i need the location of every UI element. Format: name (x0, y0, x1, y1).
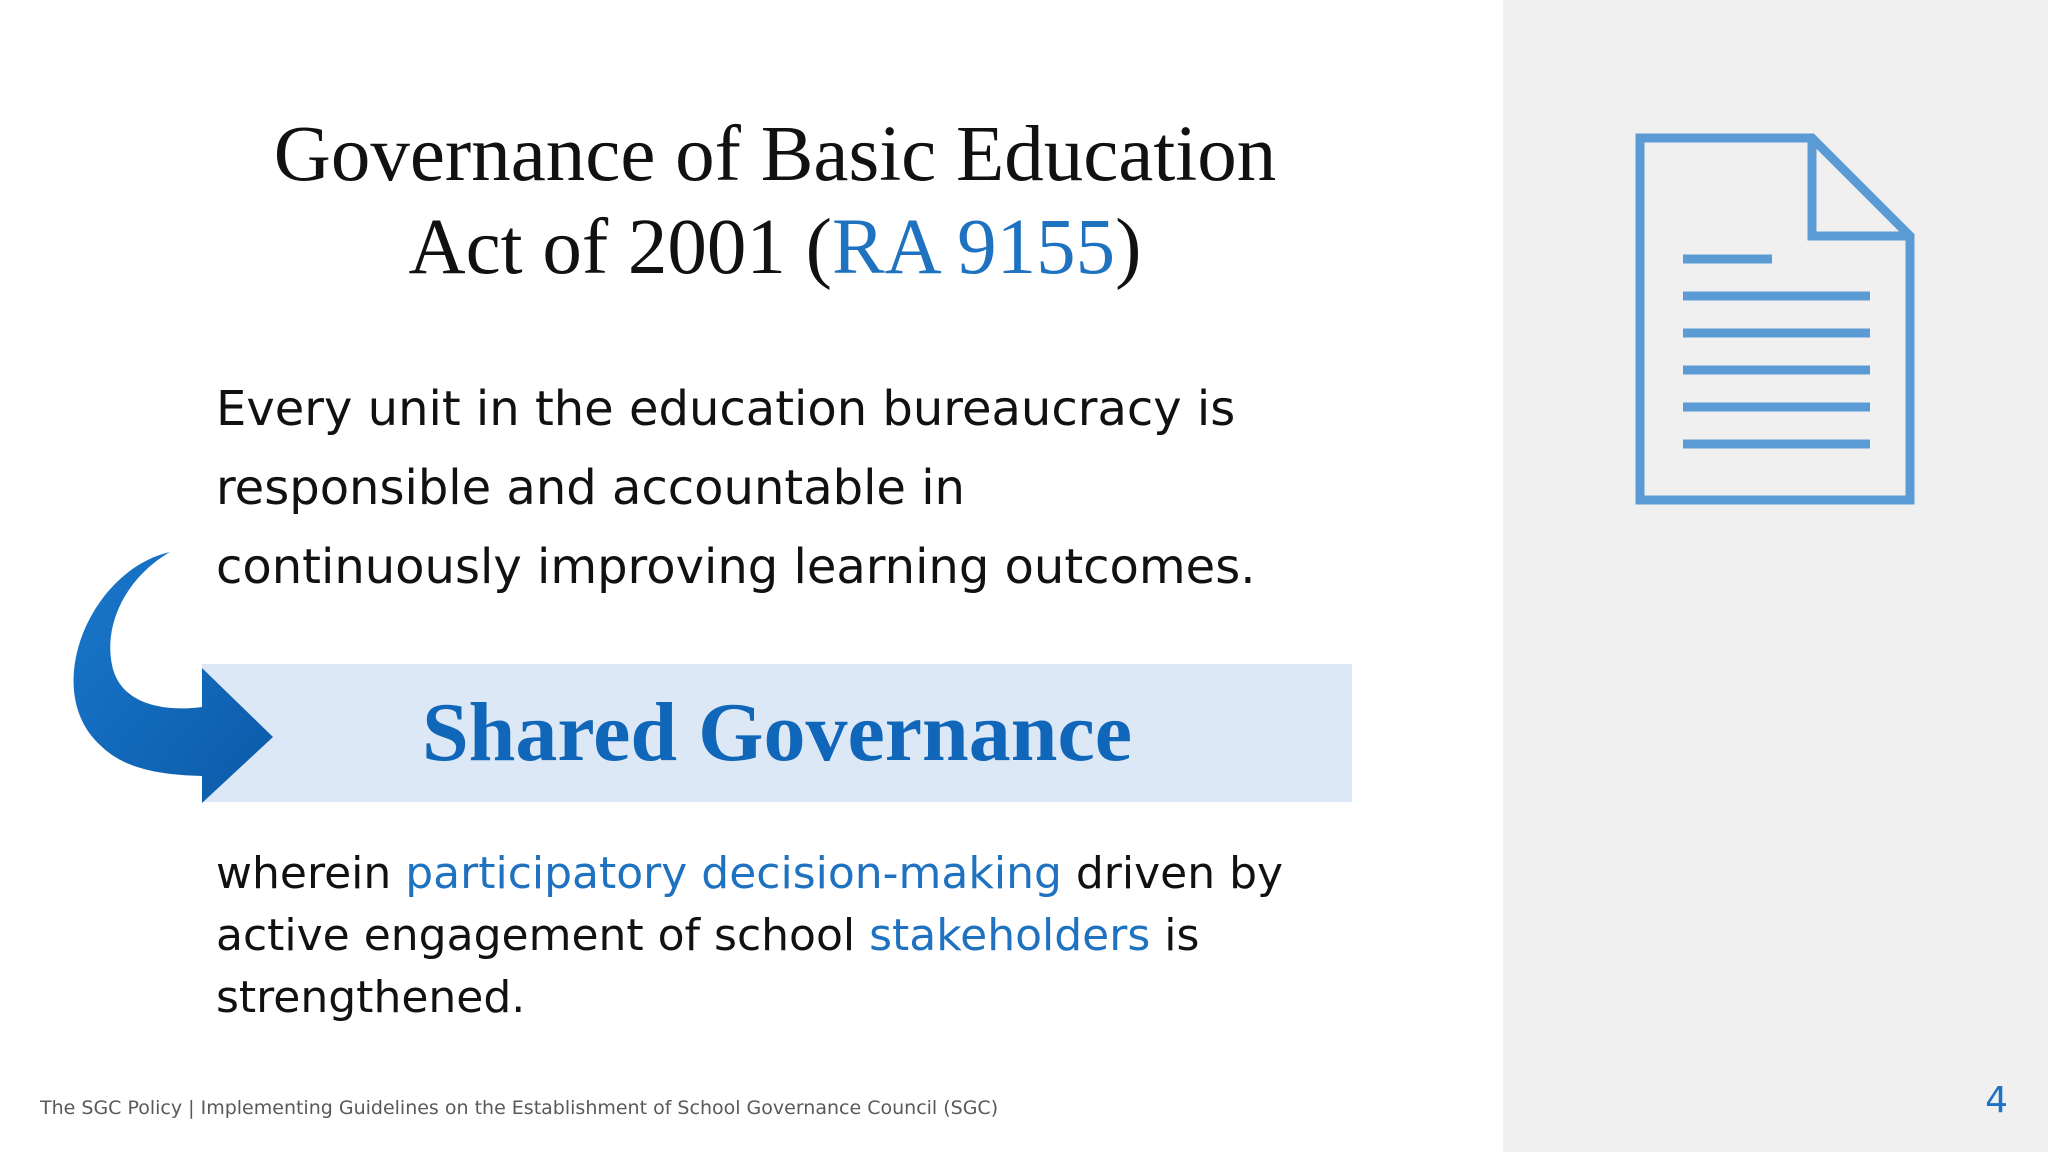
body-part-3: active engagement of school (216, 910, 870, 961)
shared-governance-label: Shared Governance (421, 686, 1133, 779)
lead-line-2: responsible and accountable in (216, 460, 965, 516)
title-line-2-suffix: ) (1115, 204, 1142, 291)
lead-line-3: continuously improving learning outcomes. (216, 539, 1256, 595)
body-part-2: driven by (1061, 848, 1284, 899)
title-line-2-prefix: Act of 2001 ( (408, 204, 832, 291)
slide-footer: The SGC Policy | Implementing Guidelines on the Establishment of School Governance Council (SGC) (40, 1097, 999, 1119)
body-part-5: strengthened. (216, 972, 526, 1023)
page-number: 4 (1985, 1080, 2008, 1121)
document-icon (1630, 128, 1920, 510)
title-line-1: Governance of Basic Education (273, 111, 1277, 198)
lead-paragraph (216, 370, 1336, 607)
body-part-1: wherein (216, 848, 406, 899)
slide-title (160, 108, 1390, 294)
title-ra-9155: RA 9155 (831, 204, 1116, 291)
lead-line-1: Every unit in the education bureaucracy is (216, 381, 1236, 437)
participatory-decision-making: participatory decision-making (405, 848, 1062, 899)
body-part-4: is (1150, 910, 1200, 961)
body-paragraph (216, 843, 1336, 1029)
stakeholders: stakeholders (869, 910, 1151, 961)
